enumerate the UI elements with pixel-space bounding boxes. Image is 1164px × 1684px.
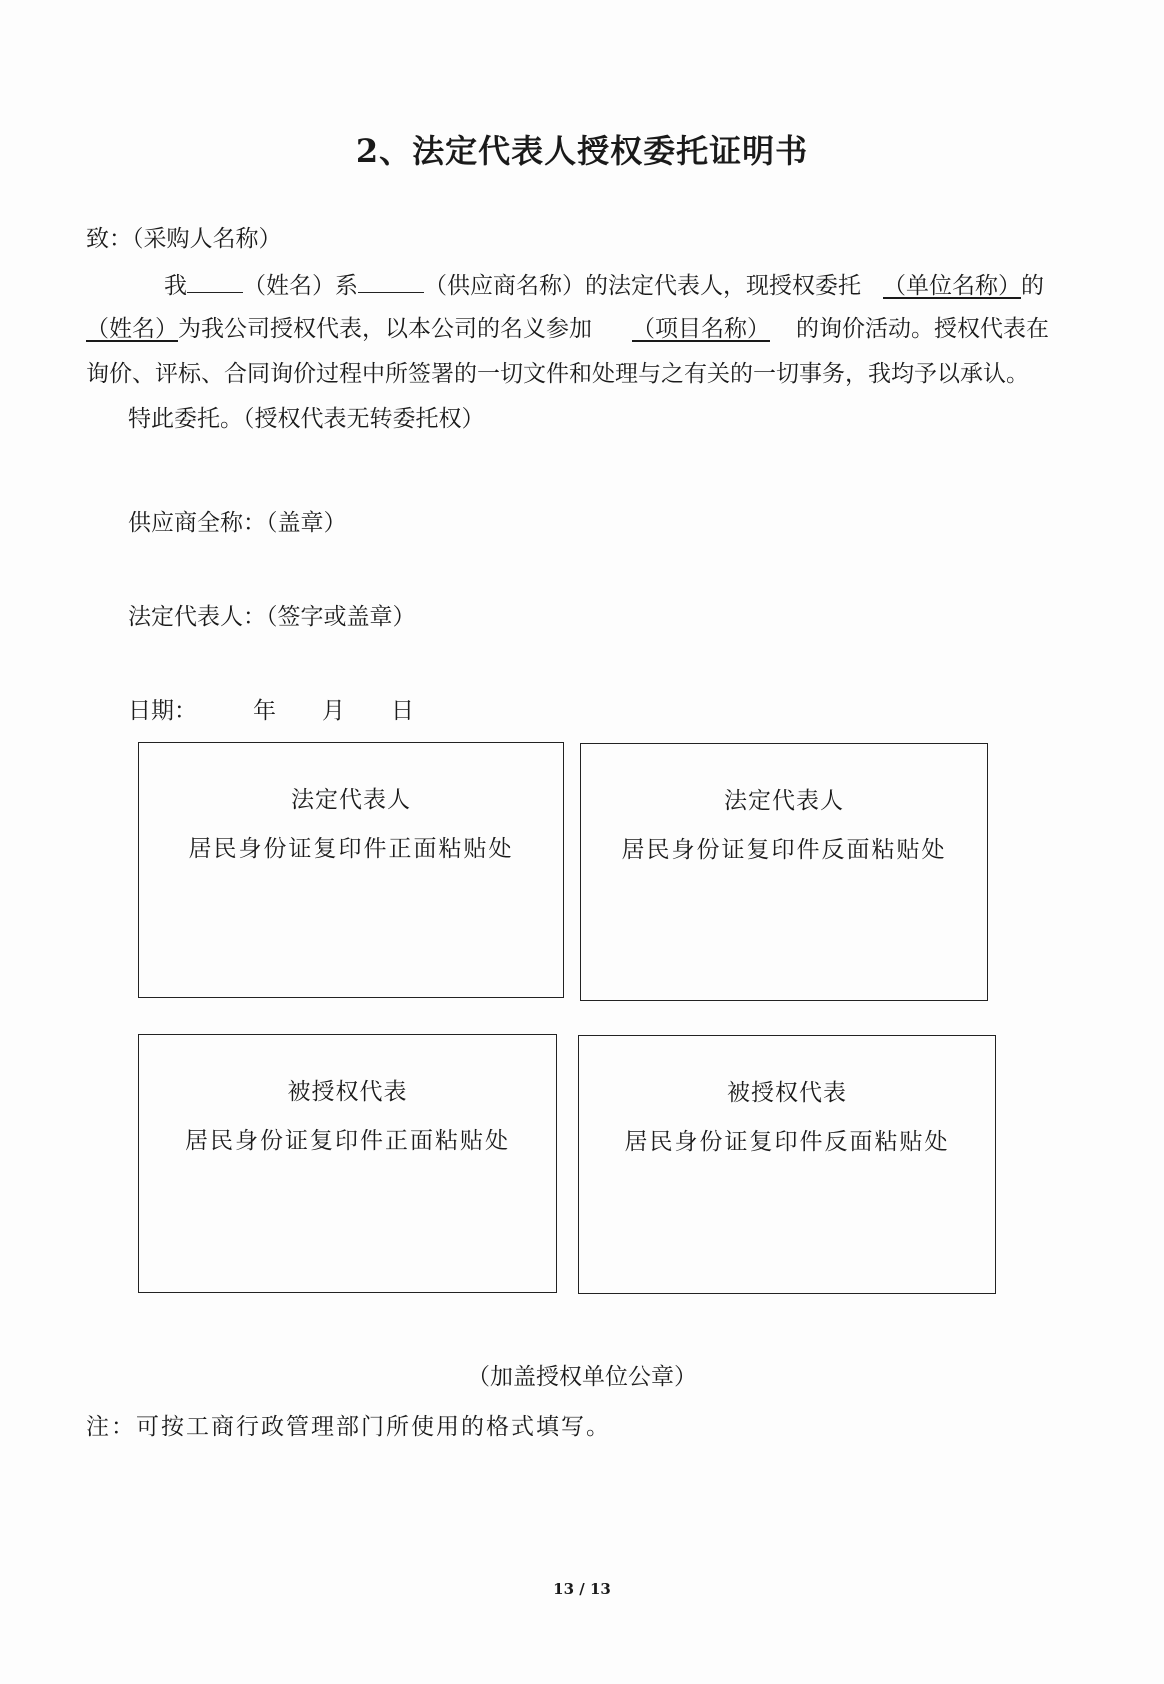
p1-text-a: 我 — [164, 273, 187, 299]
date-year: 年 — [253, 698, 276, 724]
page-number: 13 / 13 — [553, 1580, 611, 1598]
seal-instruction: （加盖授权单位公章） — [467, 1364, 697, 1390]
p1-text-c: （供应商名称）的法定代表人，现授权委托 — [424, 273, 861, 299]
authorized-rep-id-front-box — [138, 1034, 557, 1293]
footnote: 注：可按工商行政管理部门所使用的格式填写。 — [86, 1414, 611, 1440]
paragraph-line-4: 特此委托。（授权代表无转委托权） — [128, 406, 485, 432]
recipient-line: 致：（采购人名称） — [86, 226, 282, 252]
p2-text-a: 为我公司授权代表，以本公司的名义参加 — [178, 316, 592, 342]
unit-name-field: （单位名称） — [883, 273, 1021, 299]
page-title: 2、法定代表人授权委托证明书 — [355, 132, 809, 170]
authorized-rep-id-back-box — [578, 1035, 996, 1294]
supplier-blank — [358, 270, 424, 293]
paragraph-line-3: 询价、评标、合同询价过程中所签署的一切文件和处理与之有关的一切事务，我均予以承认。 — [86, 361, 1029, 387]
box-caption: 居民身份证复印件反面粘贴处 — [624, 1129, 950, 1155]
date-month: 月 — [322, 698, 345, 724]
date-line — [128, 696, 414, 726]
p2-text-b: 的询价活动。授权代表在 — [796, 316, 1049, 342]
supplier-signature-line: 供应商全称：（盖章） — [128, 510, 347, 536]
legal-rep-signature-line: 法定代表人：（签字或盖章） — [128, 604, 416, 630]
name-blank — [187, 270, 243, 293]
legal-rep-id-back-box — [580, 743, 988, 1001]
authorized-name-field: （姓名） — [86, 316, 178, 342]
date-label: 日期： — [128, 698, 197, 724]
box-title: 法定代表人 — [291, 787, 411, 813]
project-name-field: （项目名称） — [632, 316, 770, 342]
box-title: 被授权代表 — [727, 1080, 847, 1106]
box-title: 被授权代表 — [287, 1079, 408, 1105]
paragraph-line-1 — [164, 270, 1044, 301]
paragraph-line-2 — [86, 314, 1049, 344]
box-title: 法定代表人 — [724, 788, 844, 814]
p1-text-b: （姓名）系 — [243, 273, 358, 299]
box-caption: 居民身份证复印件正面粘贴处 — [185, 1128, 510, 1154]
p1-text-d: 的 — [1021, 273, 1044, 299]
date-day: 日 — [391, 698, 414, 724]
box-caption: 居民身份证复印件正面粘贴处 — [188, 836, 514, 862]
box-caption: 居民身份证复印件反面粘贴处 — [621, 837, 947, 863]
legal-rep-id-front-box — [138, 742, 564, 998]
